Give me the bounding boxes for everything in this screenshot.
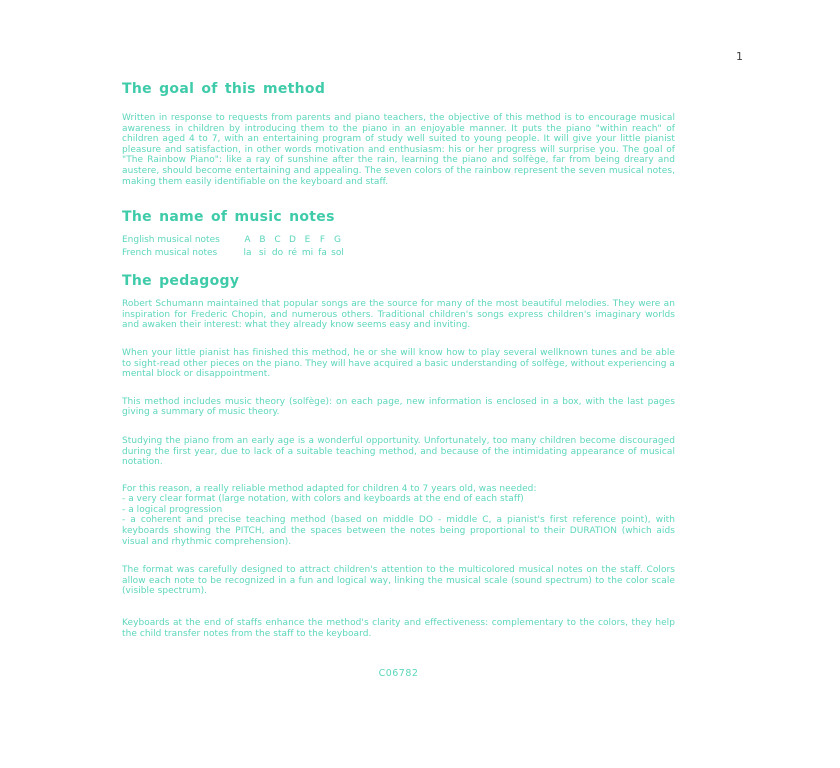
english-note-d: D <box>289 234 296 245</box>
pedagogy-paragraph-early-age: Studying the piano from an early age is a wonderful opportunity. Unfortunately, too many children become discouraged during the first year, due to lack of a suitable teaching method, and because of the intimidating appearance of musical notation. <box>122 435 675 468</box>
french-note-si: si <box>258 247 267 258</box>
pedagogy-paragraph-keyboards: Keyboards at the end of staffs enhance the method's clarity and effectiveness: complementary to the colors, they help the child transfer notes from the staff to the keyboard. <box>122 618 675 639</box>
pedagogy-paragraph-format-design: The format was carefully designed to attract children's attention to the multicolored musical notes on the staff. Colors allow each note to be recognized in a fun and logical way, linking the musical scale (sound spectrum) to the color scale (visible spectrum). <box>122 565 675 597</box>
section-title-note-names: The name of music notes <box>122 209 335 226</box>
pedagogy-paragraph-schumann: Robert Schumann maintained that popular songs are the source for many of the most beautiful melodies. They were an inspiration for Frederic Chopin, and numerous others. Traditional children's songs express children's imaginary worlds and awaken their interest: what they already know seems easy and inviting. <box>122 299 675 331</box>
note-names-table <box>122 233 675 259</box>
pedagogy-paragraph-finished-method: When your little pianist has finished this method, he or she will know how to play several wellknown tunes and be able to sight-read other pieces on the piano. They will have acquired a basic understanding of solfège, without experiencing a mental block or disappointment. <box>122 347 676 380</box>
french-note-do: do <box>271 247 284 258</box>
english-note-b: B <box>259 234 266 245</box>
english-note-a: A <box>244 234 251 245</box>
section-title-goal: The goal of this method <box>122 81 326 97</box>
french-note-sol: sol <box>331 247 344 258</box>
section-title-pedagogy: The pedagogy <box>122 273 240 290</box>
french-note-fa: fa <box>318 247 327 258</box>
goal-paragraph: Written in response to requests from parents and piano teachers, the objective of this method is to encourage musical awareness in children by introducing them to the piano in an enjoyable manner. It puts the piano "within reach" of children aged 4 to 7, with an entertaining program of study well suited to young people. It will give your little pianist pleasure and satisfaction, in other words motivation and enthusiasm: his or her progress will surprise you. The goal of "The Rainbow Piano": like a ray of sunshine after the rain, learning the piano and solfège, far from being dreary and austere, should become entertaining and appealing. The seven colors of the rainbow represent the seven musical notes, making them easily identifiable on the keyboard and staff. <box>122 113 675 187</box>
english-notes-label: English musical notes <box>122 234 220 245</box>
french-note-la: la <box>243 247 252 258</box>
french-note-mi: mi <box>301 247 314 258</box>
english-note-f: F <box>319 234 326 245</box>
page-content <box>122 0 675 679</box>
french-note-re: ré <box>287 247 298 258</box>
pedagogy-paragraph-requirements-list: For this reason, a really reliable method adapted for children 4 to 7 years old, was needed: - a very clear format (large notation, with colors and keyboards at the end of each staff) - a logical progression - a coherent and precise teaching method (based on middle DO - middle C, a pianist's first reference point), with keyboards showing the PITCH, and the spaces between the notes being proportional to their DURATION (which aids visual and rhythmic comprehension). <box>122 483 675 547</box>
english-note-c: C <box>274 234 281 245</box>
pedagogy-paragraph-music-theory: This method includes music theory (solfège): on each page, new information is enclosed in a box, with the last pages giving a summary of music theory. <box>122 396 675 418</box>
page-number: 1 <box>736 50 743 63</box>
english-note-g: G <box>334 234 341 245</box>
english-note-e: E <box>304 234 311 245</box>
catalog-code: C06782 <box>378 668 419 680</box>
french-notes-label: French musical notes <box>122 247 218 258</box>
